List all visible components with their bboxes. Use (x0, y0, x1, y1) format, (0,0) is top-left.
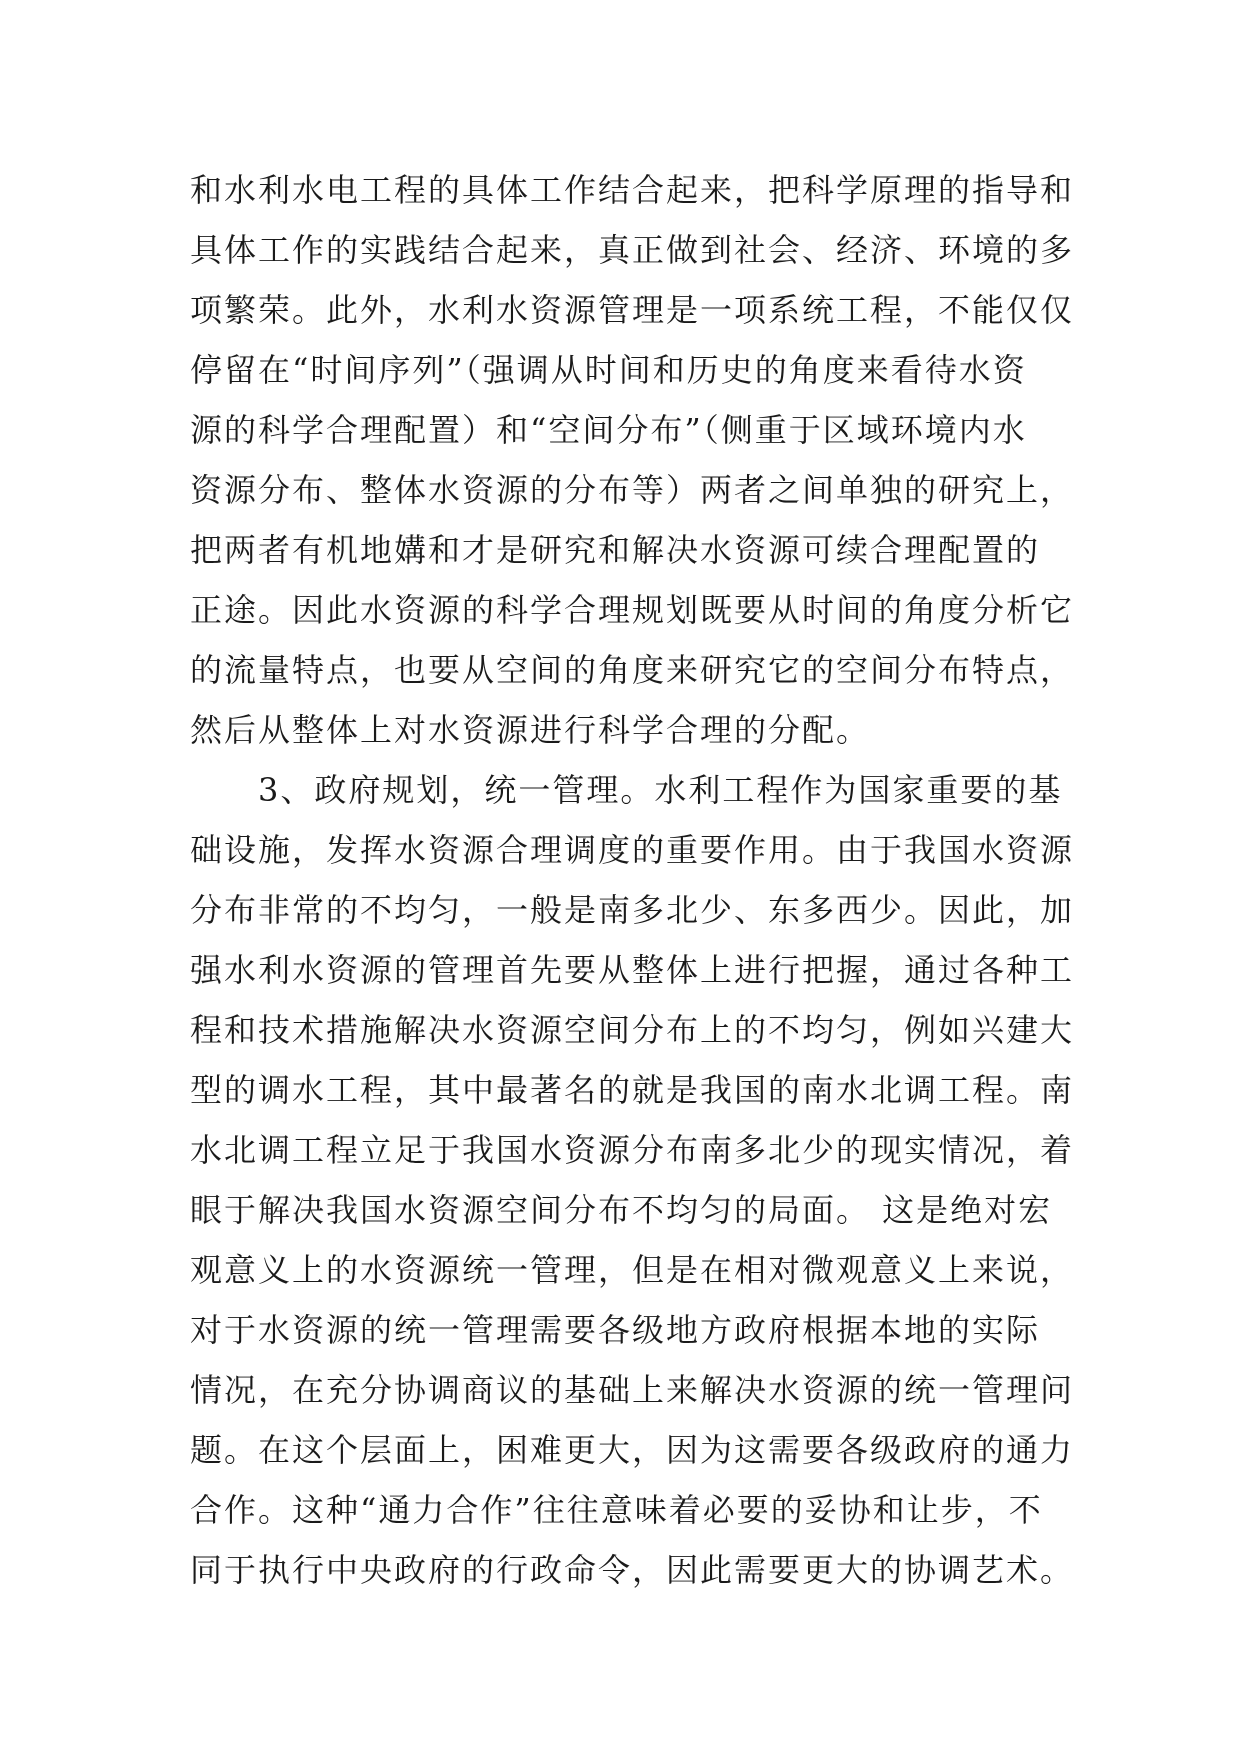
text-line: 资源分布、整体水资源的分布等）两者之间单独的研究上， (190, 471, 1075, 509)
text-line: 源的科学合理配置）和“空间分布”（侧重于区域环境内水 (190, 411, 1027, 449)
text-line: 合作。这种“通力合作”往往意味着必要的妥协和让步，不 (190, 1491, 1043, 1529)
text-line: 同于执行中央政府的行政命令，因此需要更大的协调艺术。 (190, 1551, 1075, 1589)
document-body (190, 160, 1075, 1600)
text-line: 题。在这个层面上，困难更大，因为这需要各级政府的通力 (190, 1431, 1075, 1469)
text-line: 把两者有机地媾和才是研究和解决水资源可续合理配置的 (190, 531, 1041, 569)
text-line: 型的调水工程，其中最著名的就是我国的南水北调工程。南 (190, 1071, 1075, 1109)
text-line: 水北调工程立足于我国水资源分布南多北少的现实情况，着 (190, 1131, 1075, 1169)
text-line: 停留在“时间序列”（强调从时间和历史的角度来看待水资 (190, 351, 1027, 389)
text-line: 础设施，发挥水资源合理调度的重要作用。由于我国水资源 (190, 831, 1075, 869)
text-line: 然后从整体上对水资源进行科学合理的分配。 (190, 711, 871, 749)
text-line: 3、政府规划，统一管理。水利工程作为国家重要的基 (190, 771, 1063, 809)
text-line: 强水利水资源的管理首先要从整体上进行把握，通过各种工 (190, 951, 1075, 989)
text-line: 项繁荣。此外，水利水资源管理是一项系统工程，不能仅仅 (190, 291, 1075, 329)
text-line: 对于水资源的统一管理需要各级地方政府根据本地的实际 (190, 1311, 1041, 1349)
text-line: 程和技术措施解决水资源空间分布上的不均匀，例如兴建大 (190, 1011, 1075, 1049)
text-line: 具体工作的实践结合起来，真正做到社会、经济、环境的多 (190, 231, 1075, 269)
text-line: 的流量特点，也要从空间的角度来研究它的空间分布特点， (190, 651, 1075, 689)
text-line: 情况，在充分协调商议的基础上来解决水资源的统一管理问 (190, 1371, 1075, 1409)
text-line: 分布非常的不均匀，一般是南多北少、东多西少。因此，加 (190, 891, 1075, 929)
text-line: 眼于解决我国水资源空间分布不均匀的局面。 这是绝对宏 (190, 1191, 1053, 1229)
text-line: 和水利水电工程的具体工作结合起来，把科学原理的指导和 (190, 171, 1075, 209)
text-line: 正途。因此水资源的科学合理规划既要从时间的角度分析它 (190, 591, 1075, 629)
text-line: 观意义上的水资源统一管理，但是在相对微观意义上来说， (190, 1251, 1075, 1289)
